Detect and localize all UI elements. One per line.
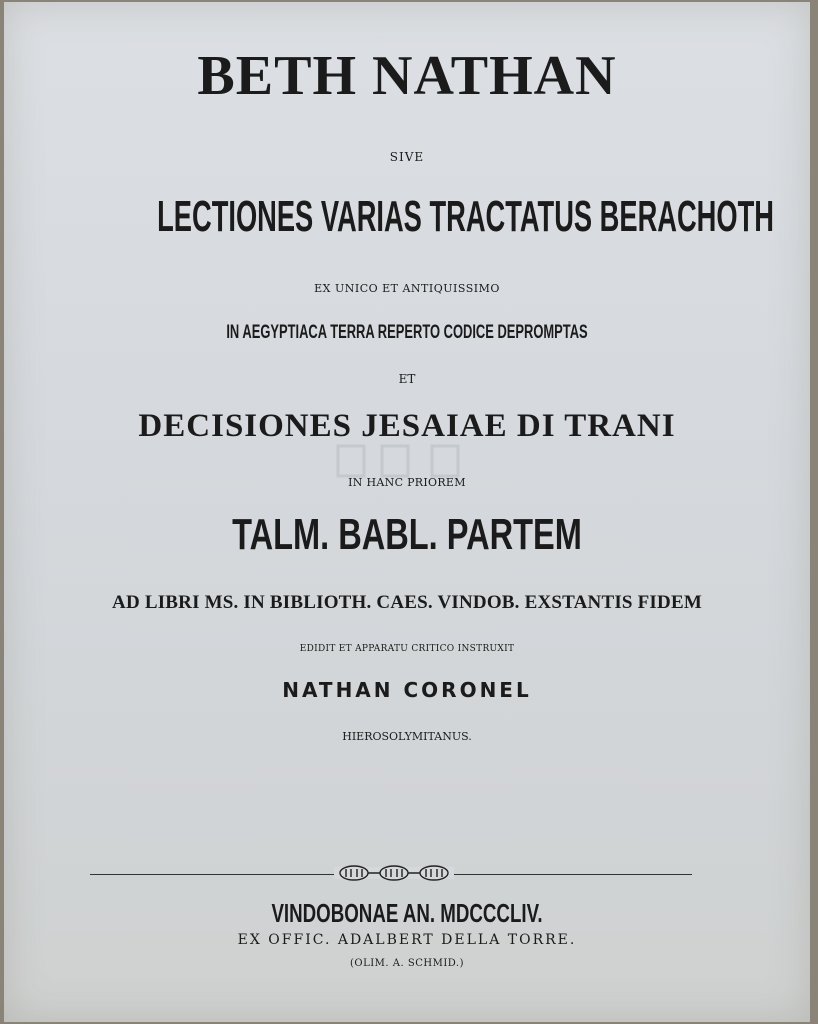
subtitle-lectiones: LECTIONES VARIAS TRACTATUS BERACHOTH — [157, 192, 774, 241]
author-name: NATHAN CORONEL — [282, 678, 532, 702]
imprint-place-year: VINDOBONAE AN. MDCCCLIV. — [271, 898, 543, 928]
decisiones-heading: DECISIONES JESAIAE DI TRANI — [138, 408, 676, 444]
title-page — [4, 2, 810, 1022]
aegyptiaca-text: IN AEGYPTIACA TERRA REPERTO CODICE DEPROMPTAS — [226, 322, 588, 343]
sive-text: SIVE — [389, 150, 425, 164]
ex-unico-text: EX UNICO ET ANTIQUISSIMO — [314, 282, 500, 295]
in-hanc-text: IN HANC PRIOREM — [348, 476, 466, 489]
imprint-olim: (OLIM. A. SCHMID.) — [349, 958, 465, 969]
book-title: BETH NATHAN — [197, 45, 617, 107]
talm-heading: TALM. BABL. PARTEM — [232, 510, 582, 559]
ad-libri-text: AD LIBRI MS. IN BIBLIOTH. CAES. VINDOB. EXSTANTIS FIDEM — [112, 592, 702, 613]
et-text: ET — [398, 372, 416, 386]
ornament-icon — [334, 861, 454, 885]
author-origin: HIEROSOLYMITANUS. — [342, 730, 472, 743]
imprint-printer: EX OFFIC. ADALBERT DELLA TORRE. — [237, 932, 577, 948]
edidit-text: EDIDIT ET APPARATU CRITICO INSTRUXIT — [299, 644, 515, 654]
